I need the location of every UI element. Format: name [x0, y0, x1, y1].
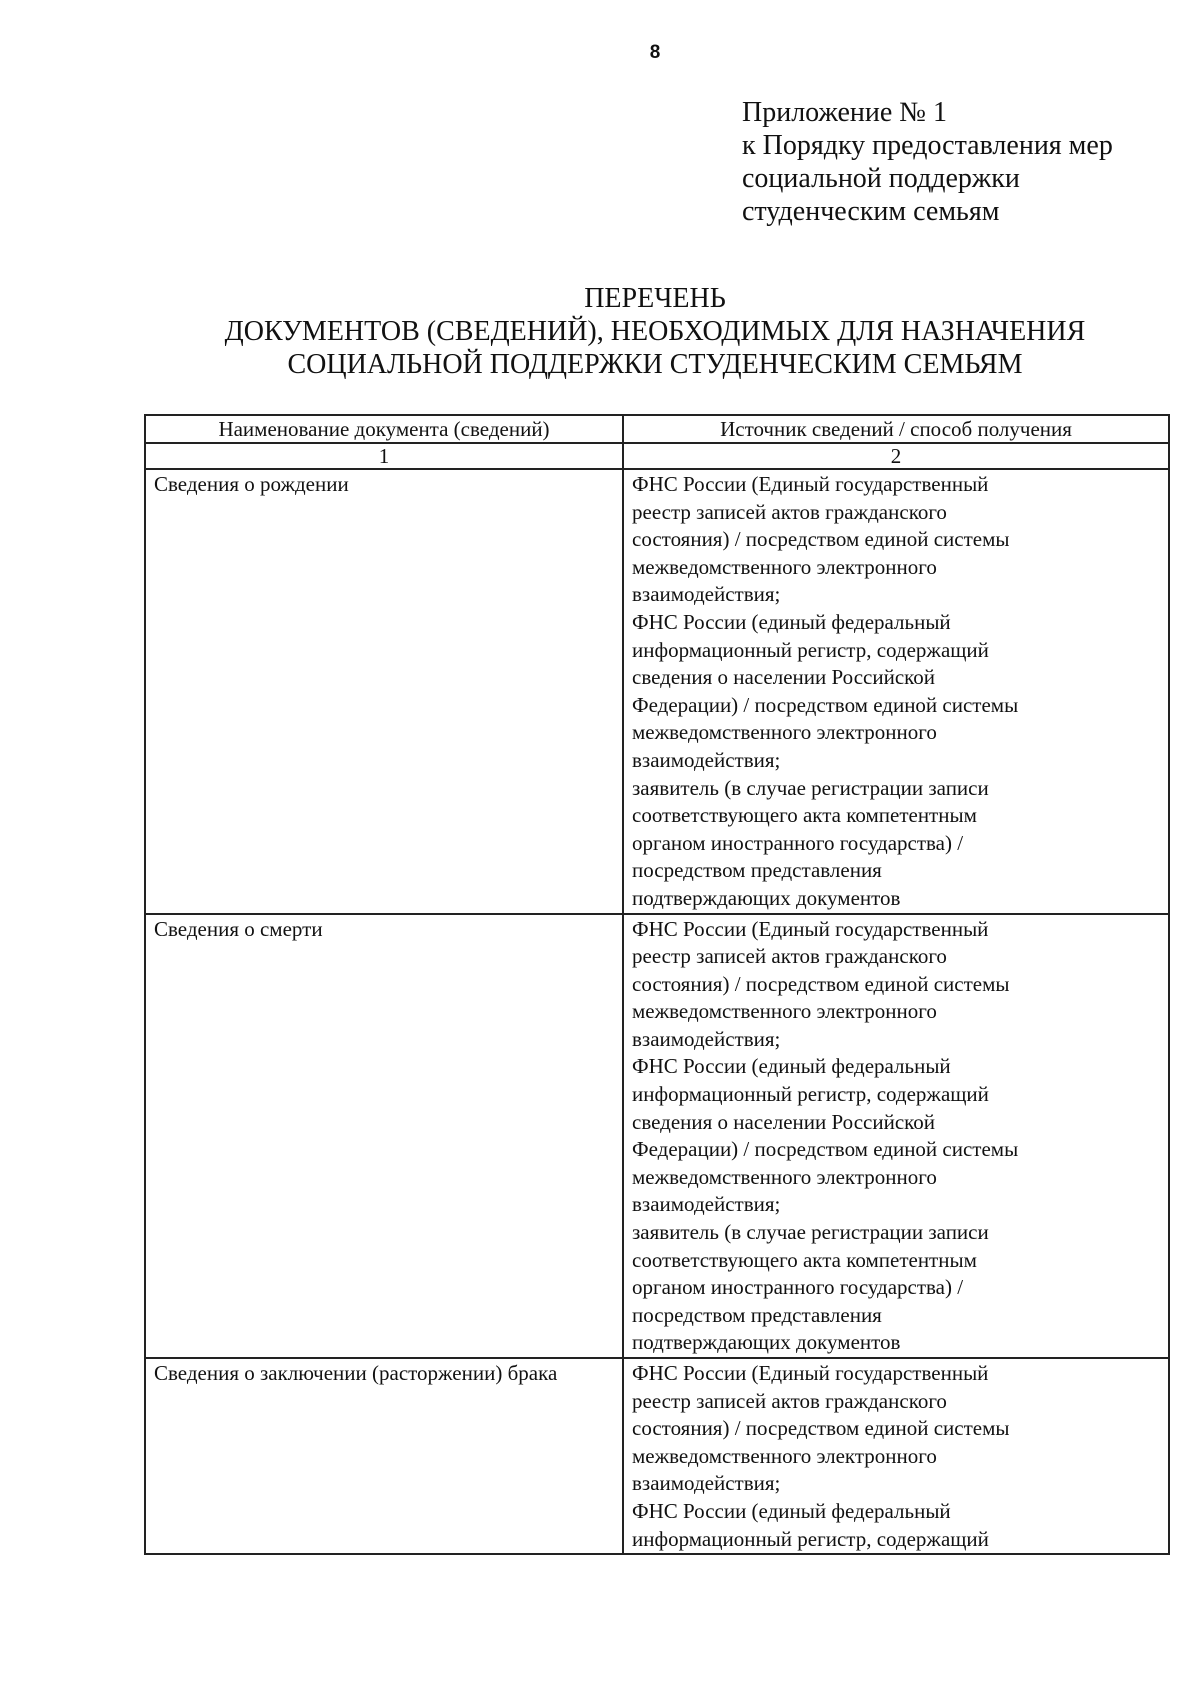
source-line: посредством представления: [632, 1302, 882, 1327]
table-body: [145, 469, 1169, 1554]
source-cell: [623, 1358, 1169, 1554]
source-line: состояния) / посредством единой системы: [632, 1416, 1010, 1441]
appendix-line: к Порядку предоставления мер: [742, 130, 1113, 161]
documents-table: [144, 414, 1170, 1555]
table-row: [145, 914, 1169, 1359]
title-line: СОЦИАЛЬНОЙ ПОДДЕРЖКИ СТУДЕНЧЕСКИМ СЕМЬЯМ: [287, 349, 1023, 380]
source-line: реестр записей актов гражданского: [632, 1388, 947, 1413]
source-line: информационный регистр, содержащий: [632, 1526, 989, 1551]
column-number: 1: [145, 443, 623, 469]
source-line: Федерации) / посредством единой системы: [632, 692, 1019, 717]
source-line: ФНС России (единый федеральный: [632, 1054, 951, 1079]
source-line: информационный регистр, содержащий: [632, 637, 989, 662]
source-line: посредством представления: [632, 858, 882, 883]
title-line: ПЕРЕЧЕНЬ: [584, 283, 726, 314]
source-line: сведения о населении Российской: [632, 1109, 936, 1134]
source-line: межведомственного электронного: [632, 1443, 937, 1468]
source-line: сведения о населении Российской: [632, 665, 936, 690]
source-line: межведомственного электронного: [632, 554, 937, 579]
page-number: 8: [649, 42, 661, 63]
source-line: реестр записей актов гражданского: [632, 499, 947, 524]
source-line: реестр записей актов гражданского: [632, 944, 947, 969]
title-line: ДОКУМЕНТОВ (СВЕДЕНИЙ), НЕОБХОДИМЫХ ДЛЯ НАЗНАЧЕНИЯ: [224, 316, 1086, 347]
source-line: межведомственного электронного: [632, 999, 937, 1024]
appendix-reference: [742, 96, 1113, 228]
document-name-cell: Сведения о рождении: [145, 469, 623, 914]
source-line: соответствующего акта компетентным: [632, 1247, 977, 1272]
source-line: подтверждающих документов: [632, 885, 901, 910]
source-line: межведомственного электронного: [632, 720, 937, 745]
source-line: заявитель (в случае регистрации записи: [632, 775, 989, 800]
source-line: ФНС России (Единый государственный: [632, 916, 989, 941]
document-title: [0, 282, 1200, 381]
source-line: органом иностранного государства) /: [632, 1275, 964, 1300]
source-line: состояния) / посредством единой системы: [632, 527, 1010, 552]
source-line: межведомственного электронного: [632, 1164, 937, 1189]
source-line: органом иностранного государства) /: [632, 830, 964, 855]
document-name-cell: Сведения о смерти: [145, 914, 623, 1359]
appendix-line: Приложение № 1: [742, 97, 947, 128]
source-line: информационный регистр, содержащий: [632, 1082, 989, 1107]
table-row: [145, 1358, 1169, 1554]
source-line: взаимодействия;: [632, 747, 781, 772]
column-header-source: Источник сведений / способ получения: [623, 415, 1169, 443]
source-line: состояния) / посредством единой системы: [632, 971, 1010, 996]
source-line: взаимодействия;: [632, 1026, 781, 1051]
source-line: Федерации) / посредством единой системы: [632, 1137, 1019, 1162]
source-line: подтверждающих документов: [632, 1330, 901, 1355]
source-line: соответствующего акта компетентным: [632, 803, 977, 828]
source-line: ФНС России (единый федеральный: [632, 609, 951, 634]
table-row: [145, 469, 1169, 914]
table-header-row: [145, 415, 1169, 443]
source-line: взаимодействия;: [632, 582, 781, 607]
source-cell: [623, 914, 1169, 1359]
source-line: ФНС России (Единый государственный: [632, 1361, 989, 1385]
column-number-row: [145, 443, 1169, 469]
source-line: взаимодействия;: [632, 1192, 781, 1217]
source-line: заявитель (в случае регистрации записи: [632, 1220, 989, 1245]
appendix-line: студенческим семьям: [742, 196, 1000, 227]
source-line: ФНС России (единый федеральный: [632, 1498, 951, 1523]
document-name-cell: Сведения о заключении (расторжении) брака: [145, 1358, 623, 1554]
appendix-line: социальной поддержки: [742, 163, 1020, 194]
column-header-name: Наименование документа (сведений): [145, 415, 623, 443]
column-number: 2: [623, 443, 1169, 469]
source-line: ФНС России (Единый государственный: [632, 472, 989, 496]
source-line: взаимодействия;: [632, 1471, 781, 1496]
source-cell: [623, 469, 1169, 914]
